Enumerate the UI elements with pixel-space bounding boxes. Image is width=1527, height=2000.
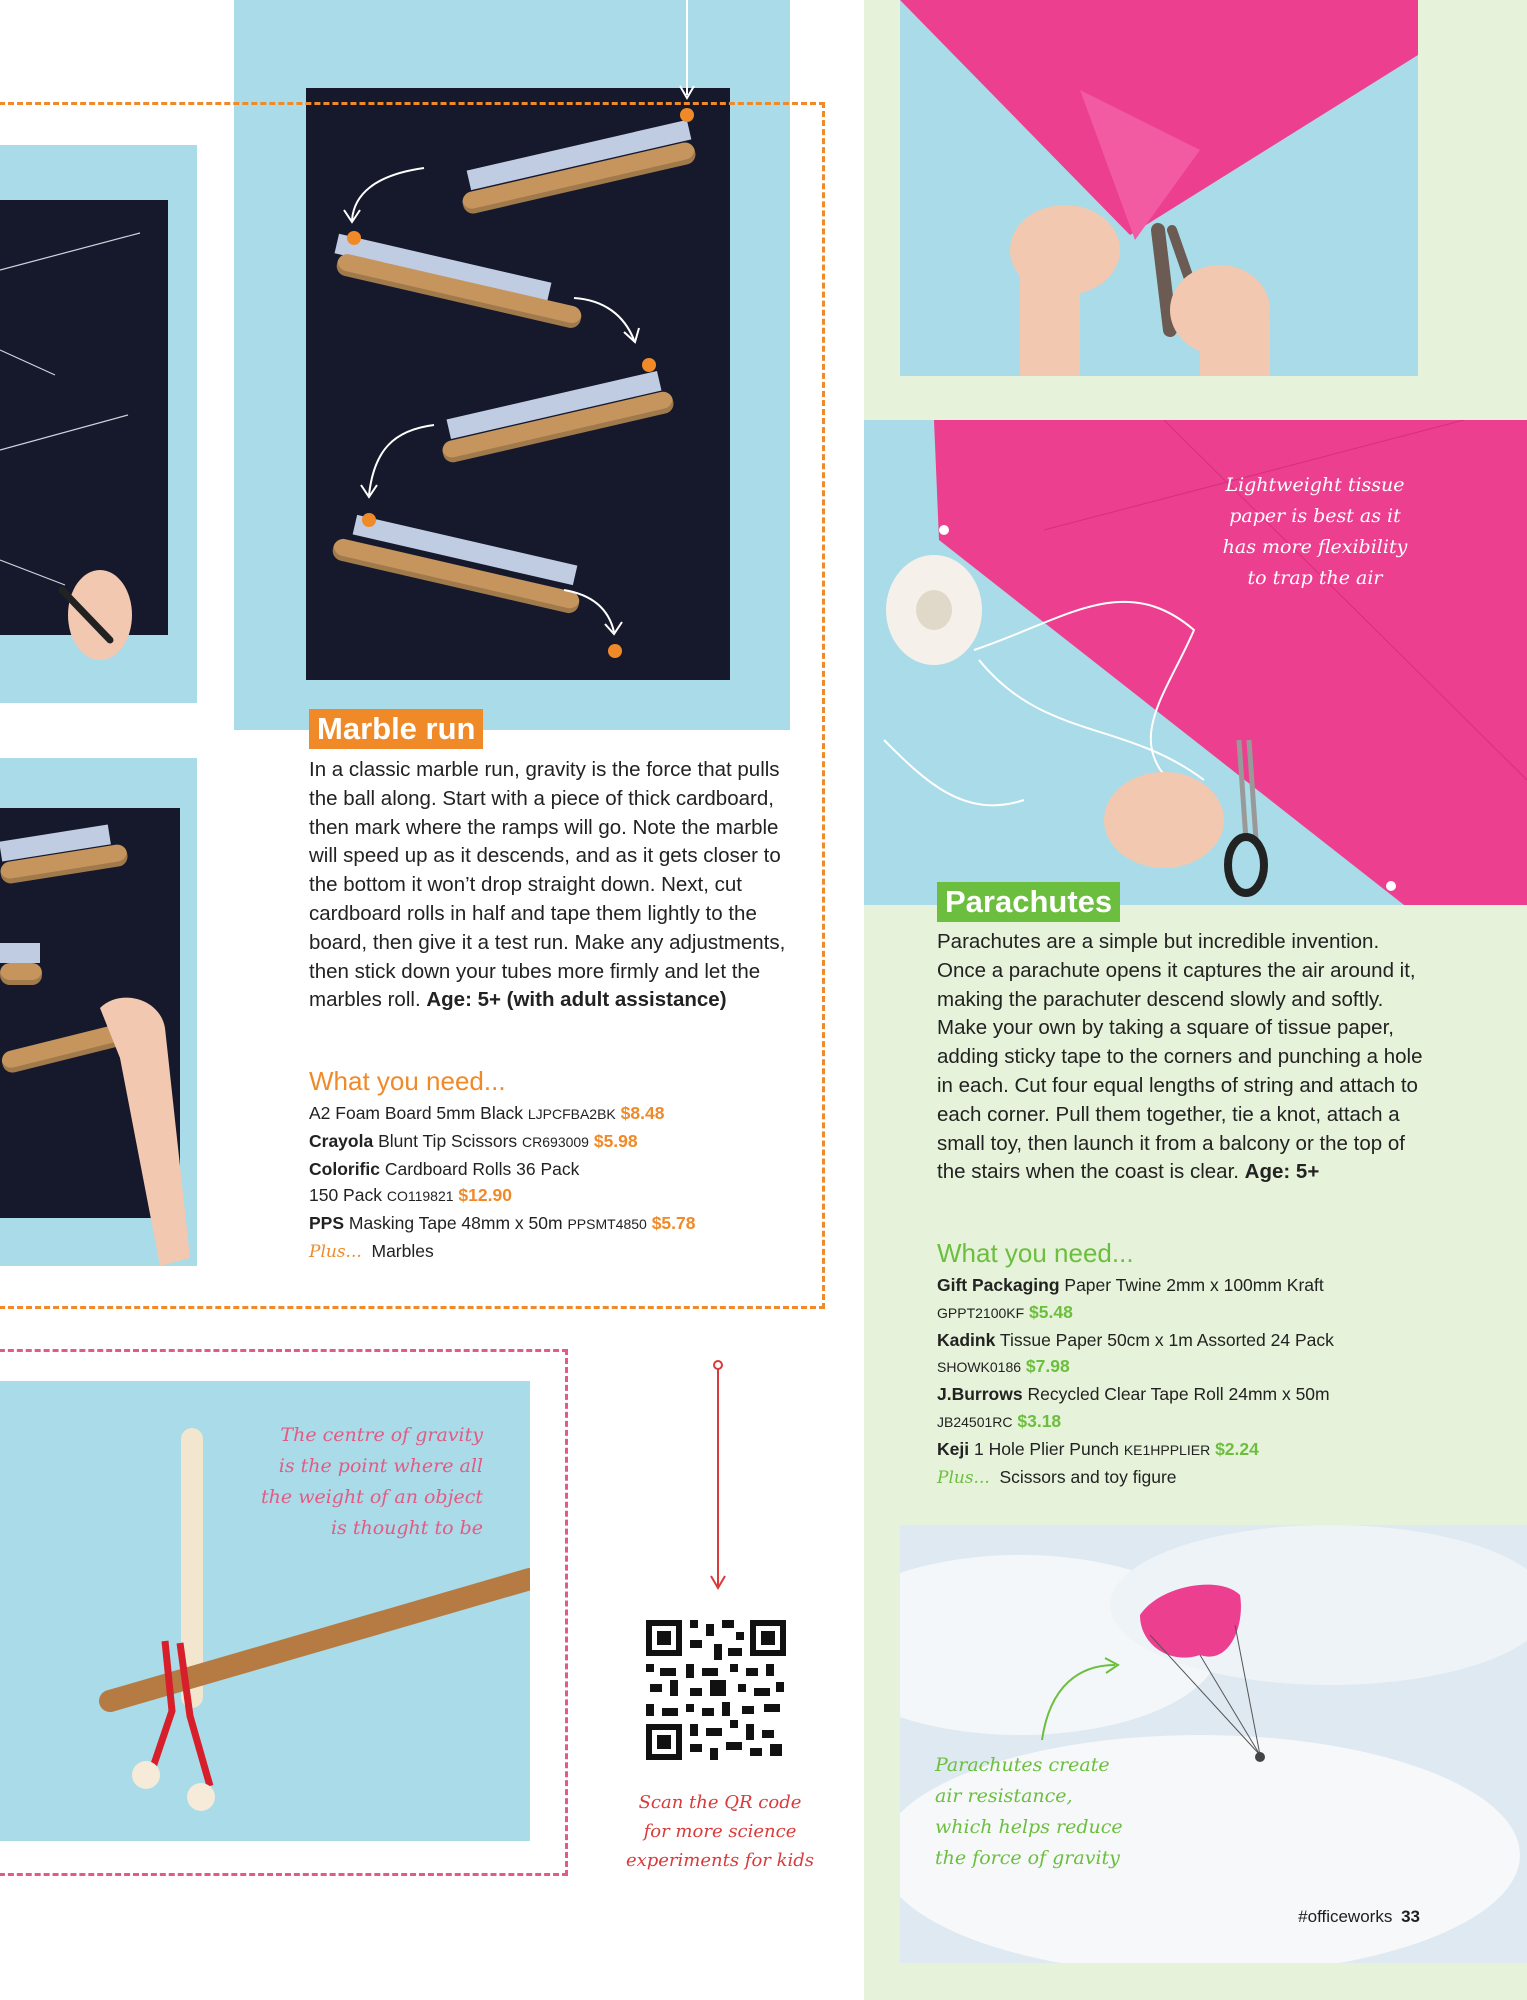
- centre-of-gravity-note: The centre of gravity is the point where all the weight of an object is thought to be: [261, 1424, 483, 1539]
- parachute-sky-photo: [900, 1525, 1527, 1963]
- section-title-parachutes: Parachutes: [937, 882, 1120, 922]
- tissue-paper-note: Lightweight tissue paper is best as it has more flexibility to trap the air: [1222, 474, 1408, 589]
- supply-plus: Plus... Scissors and toy figure: [937, 1466, 1177, 1488]
- marble-run-description: In a classic marble run, gravity is the force that pulls the ball along. Start with a piece of thick cardboard, then mark where the ramps will go. Note the marble will speed up as it descends, and as it gets closer to the bottom it won’t drop straight down. Next, cut cardboard rolls in half and tape them lightly to the board, then give it a test run. Make any adjustments, then stick down your tubes more firmly and let the marbles roll.: [309, 758, 786, 1012]
- supply-item: Kadink Tissue Paper 50cm x 1m Assorted 24 Pack SHOWK0186 $7.98: [937, 1329, 1334, 1377]
- marble-supply-list: [309, 1100, 809, 1266]
- supply-item: PPS Masking Tape 48mm x 50m PPSMT4850 $5.78: [309, 1213, 696, 1234]
- supply-item: Keji 1 Hole Plier Punch KE1HPPLIER $2.24: [937, 1438, 1259, 1459]
- marble-run-body: [309, 756, 809, 1015]
- parachutes-supply-list: [937, 1272, 1417, 1491]
- footer-hashtag[interactable]: #officeworks: [1298, 1907, 1393, 1926]
- qr-code[interactable]: [646, 1620, 786, 1760]
- marble-need-heading: What you need...: [309, 1066, 506, 1096]
- supply-item: Colorific Cardboard Rolls 36 Pack 150 Pack CO119821 $12.90: [309, 1158, 580, 1206]
- qr-code-caption: Scan the QR code for more science experiments for kids: [625, 1792, 815, 1871]
- parachutes-description: Parachutes are a simple but incredible invention. Once a parachute opens it captures the air around it, making the parachuter descend slowly and softly. Make your own by taking a square of tissue paper, adding sticky tape to the corners and punching a hole in each. Cut four equal lengths of string and attach to each corner. Pull them together, tie a knot, attach a small toy, then launch it from a balcony or the top of the stairs when the coast is clear.: [937, 930, 1423, 1184]
- sky-illustration: [900, 1525, 1527, 1963]
- parachutes-need-heading: What you need...: [937, 1238, 1134, 1268]
- supply-item: Crayola Blunt Tip Scissors CR693009 $5.98: [309, 1130, 638, 1151]
- tissue-punch-illustration: [900, 0, 1418, 376]
- qr-code-graphic: [646, 1620, 786, 1760]
- page-footer: [1250, 1907, 1420, 1927]
- air-resistance-note: Parachutes create air resistance, which helps reduce the force of gravity: [935, 1754, 1123, 1869]
- marble-run-age: Age: 5+ (with adult assistance): [426, 988, 727, 1012]
- parachutes-age: Age: 5+: [1244, 1160, 1320, 1184]
- supply-item: A2 Foam Board 5mm Black LJPCFBA2BK $8.48: [309, 1103, 665, 1123]
- page-number: 33: [1401, 1907, 1420, 1926]
- hole-punch-photo: [900, 0, 1418, 376]
- supply-item: Gift Packaging Paper Twine 2mm x 100mm Kraft GPPT2100KF $5.48: [937, 1275, 1324, 1322]
- section-title-marble-run: Marble run: [309, 709, 483, 749]
- qr-pointer-arrow: [708, 1360, 728, 1590]
- parachutes-body: [937, 928, 1427, 1187]
- supply-item: J.Burrows Recycled Clear Tape Roll 24mm x 50m JB24501RC $3.18: [937, 1384, 1330, 1431]
- supply-plus: Plus... Marbles: [309, 1240, 434, 1262]
